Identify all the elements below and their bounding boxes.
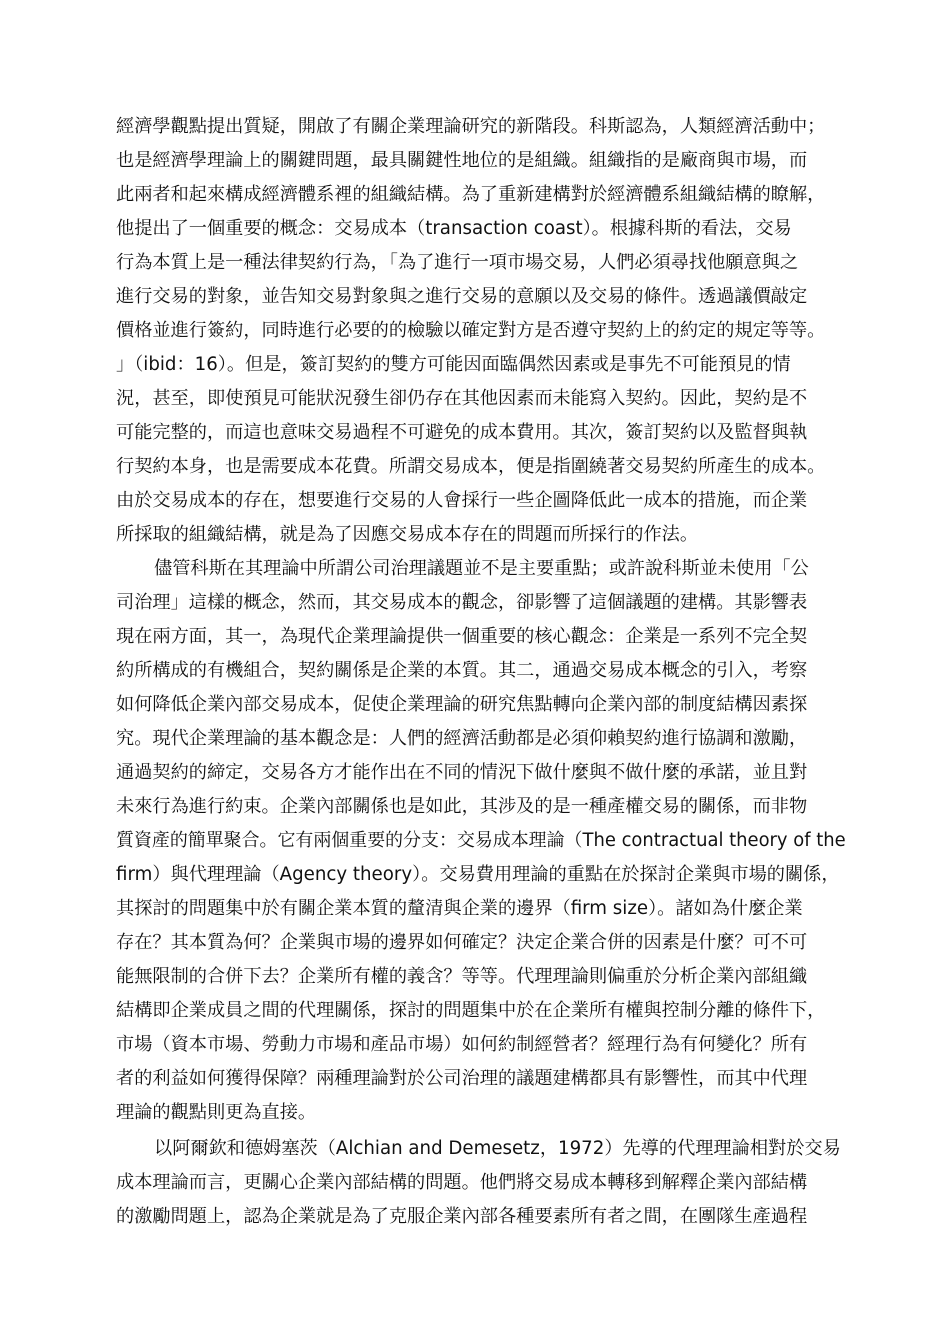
text-line: 由於交易成本的存在，想要進行交易的人會採行一些企圖降低此一成本的措施，而企業	[116, 490, 808, 511]
text-line: 司治理」這樣的概念，然而，其交易成本的觀念，卻影響了這個議題的建構。其影響表	[116, 592, 808, 613]
text-line: 結構即企業成員之間的代理關係，探討的問題集中於在企業所有權與控制分離的條件下，	[116, 1000, 826, 1021]
text-line: 其探討的問題集中於有關企業本質的釐清與企業的邊界（firm size）。諸如為什麼企業	[116, 898, 803, 919]
text-line: 能無限制的合併下去？企業所有權的義含？等等。代理理論則偏重於分析企業內部組織	[116, 966, 808, 987]
text-line: 儘管科斯在其理論中所謂公司治理議題並不是主要重點；或許說科斯並未使用「公	[154, 558, 809, 579]
text-line: 究。現代企業理論的基本觀念是：人們的經濟活動都是必須仰賴契約進行協調和激勵，	[116, 728, 808, 749]
text-line: 以阿爾欽和德姆塞茨（Alchian and Demesetz，1972）先導的代理理論相對於交易	[154, 1138, 841, 1159]
text-line: 者的利益如何獲得保障？兩種理論對於公司治理的議題建構都具有影響性，而其中代理	[116, 1068, 808, 1089]
text-line: 可能完整的，而這也意味交易過程不可避免的成本費用。其次，簽訂契約以及監督與執	[116, 422, 808, 443]
text-line: 理論的觀點則更為直接。	[116, 1102, 317, 1123]
text-line: 此兩者和起來構成經濟體系裡的組織結構。為了重新建構對於經濟體系組織結構的瞭解，	[116, 184, 826, 205]
text-line: 價格並進行簽約，同時進行必要的的檢驗以確定對方是否遵守契約上的約定的規定等等。	[116, 320, 826, 341]
text-line: 通過契約的締定，交易各方才能作出在不同的情況下做什麼與不做什麼的承諾，並且對	[116, 762, 808, 783]
text-line: 現在兩方面，其一，為現代企業理論提供一個重要的核心觀念：企業是一系列不完全契	[116, 626, 808, 647]
text-line: 市場（資本市場、勞動力市場和產品市場）如何約制經營者？經理行為有何變化？所有	[116, 1034, 808, 1055]
text-line: 」（ibid：16）。但是，簽訂契約的雙方可能因面臨偶然因素或是事先不可能預見的情	[116, 354, 791, 375]
text-line: 所採取的組織結構，就是為了因應交易成本存在的問題而所採行的作法。	[116, 524, 699, 545]
text-line: 成本理論而言，更關心企業內部結構的問題。他們將交易成本轉移到解釋企業內部結構	[116, 1172, 808, 1193]
text-line: 存在？其本質為何？企業與市場的邊界如何確定？決定企業合併的因素是什麼？可不可	[116, 932, 808, 953]
text-line: 約所構成的有機組合，契約關係是企業的本質。其二，通過交易成本概念的引入，考察	[116, 660, 808, 681]
text-line: 的激勵問題上，認為企業就是為了克服企業內部各種要素所有者之間，在團隊生產過程	[116, 1206, 808, 1227]
text-line: 經濟學觀點提出質疑，開啟了有關企業理論研究的新階段。科斯認為，人類經濟活動中；	[116, 116, 826, 137]
text-line: 質資產的簡單聚合。它有兩個重要的分支：交易成本理論（The contractual theory of the	[116, 830, 846, 851]
text-line: 進行交易的對象，並告知交易對象與之進行交易的意願以及交易的條件。透過議價敲定	[116, 286, 808, 307]
text-line: 他提出了一個重要的概念：交易成本（transaction coast）。根據科斯的看法，交易	[116, 218, 792, 239]
text-line: 行為本質上是一種法律契約行為，「為了進行一項市場交易，人們必須尋找他願意與之	[116, 252, 799, 273]
text-line: firm）與代理理論（Agency theory）。交易費用理論的重點在於探討企業與市場的關係，	[116, 864, 840, 885]
text-line: 行契約本身，也是需要成本花費。所謂交易成本，便是指圍繞著交易契約所產生的成本。	[116, 456, 826, 477]
text-line: 也是經濟學理論上的關鍵問題，最具關鍵性地位的是組織。組織指的是廠商與市場，而	[116, 150, 808, 171]
text-line: 如何降低企業內部交易成本，促使企業理論的研究焦點轉向企業內部的制度結構因素探	[116, 694, 808, 715]
text-line: 況，甚至，即使預見可能狀況發生卻仍存在其他因素而未能寫入契約。因此，契約是不	[116, 388, 808, 409]
text-line: 未來行為進行約束。企業內部關係也是如此，其涉及的是一種產權交易的關係，而非物	[116, 796, 808, 817]
